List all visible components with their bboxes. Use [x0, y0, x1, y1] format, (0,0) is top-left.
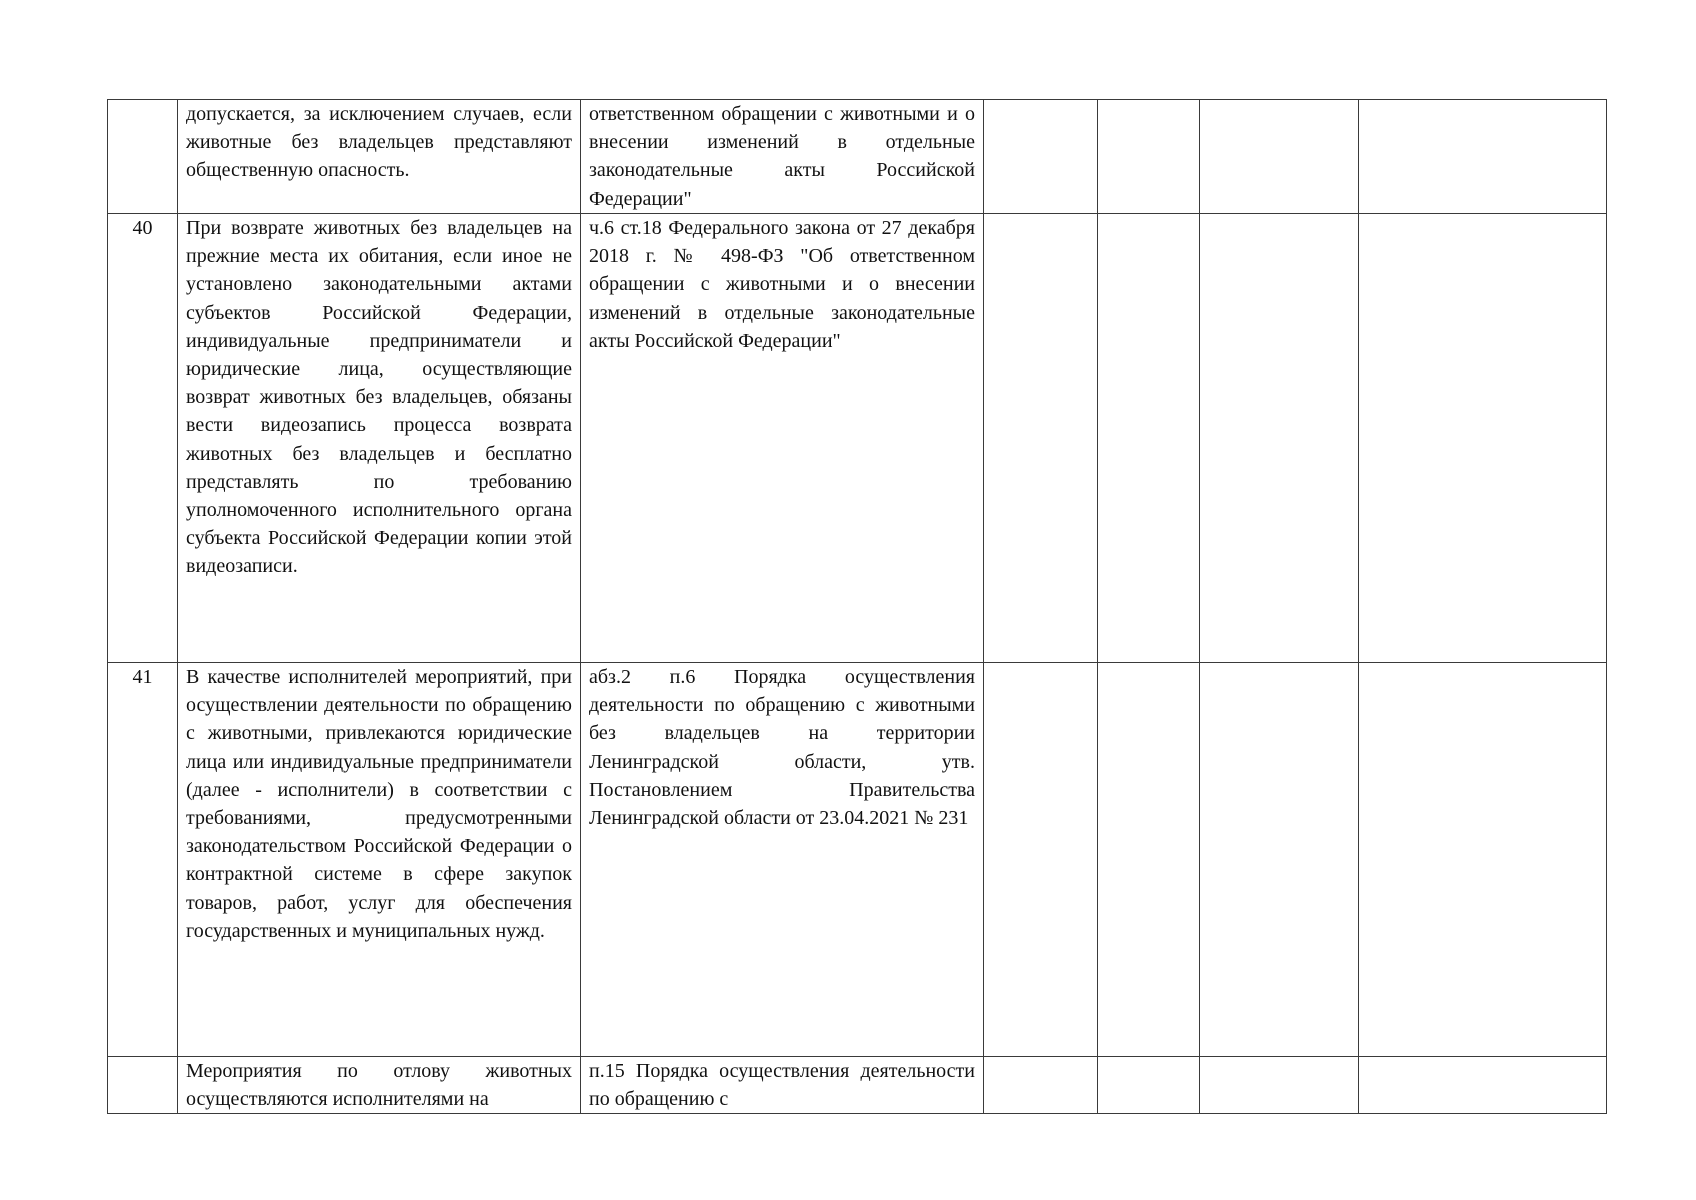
empty-cell: [1200, 1057, 1359, 1114]
empty-cell: [984, 214, 1098, 663]
empty-cell: [1098, 1057, 1200, 1114]
requirements-table: [107, 99, 1607, 1114]
legal-reference-cell: абз.2 п.6 Порядка осуществления деятельности по обращению с животными без владельцев на территории Ленинградской области, утв. Постановлением Правительства Ленинградской области от 23.04.2021 № 231: [581, 663, 984, 1057]
row-number: 41: [108, 663, 178, 1057]
empty-cell: [1200, 100, 1359, 214]
empty-cell: [1098, 100, 1200, 214]
row-number: [108, 100, 178, 214]
legal-reference-cell: ч.6 ст.18 Федерального закона от 27 декабря 2018 г. № 498-ФЗ "Об ответственном обращении с животными и о внесении изменений в отдельные законодательные акты Российской Федерации": [581, 214, 984, 663]
requirement-cell: В качестве исполнителей мероприятий, при осуществлении деятельности по обращению с животными, привлекаются юридические лица или индивидуальные предприниматели (далее - исполнители) в соответствии с требованиями, предусмотренными законодательством Российской Федерации о контрактной системе в сфере закупок товаров, работ, услуг для обеспечения государственных и муниципальных нужд.: [178, 663, 581, 1057]
table-row: [108, 214, 1607, 663]
requirement-cell: При возврате животных без владельцев на прежние места их обитания, если иное не установлено законодательными актами субъектов Российской Федерации, индивидуальные предприниматели и юридические лица, осуществляющие возврат животных без владельцев, обязаны вести видеозапись процесса возврата животных без владельцев и бесплатно представлять по требованию уполномоченного исполнительного органа субъекта Российской Федерации копии этой видеозаписи.: [178, 214, 581, 663]
empty-cell: [984, 100, 1098, 214]
empty-cell: [1098, 663, 1200, 1057]
empty-cell: [1359, 100, 1607, 214]
row-number: [108, 1057, 178, 1114]
row-number: 40: [108, 214, 178, 663]
table-row: [108, 1057, 1607, 1114]
requirement-cell: допускается, за исключением случаев, если животные без владельцев представляют общественную опасность.: [178, 100, 581, 214]
empty-cell: [1200, 663, 1359, 1057]
empty-cell: [1359, 214, 1607, 663]
empty-cell: [1200, 214, 1359, 663]
empty-cell: [1098, 214, 1200, 663]
table-row: [108, 663, 1607, 1057]
requirement-cell: Мероприятия по отлову животных осуществляются исполнителями на: [178, 1057, 581, 1114]
legal-reference-cell: ответственном обращении с животными и о внесении изменений в отдельные законодательные акты Российской Федерации": [581, 100, 984, 214]
table-row: [108, 100, 1607, 214]
empty-cell: [984, 1057, 1098, 1114]
empty-cell: [1359, 1057, 1607, 1114]
empty-cell: [984, 663, 1098, 1057]
empty-cell: [1359, 663, 1607, 1057]
legal-reference-cell: п.15 Порядка осуществления деятельности по обращению с: [581, 1057, 984, 1114]
